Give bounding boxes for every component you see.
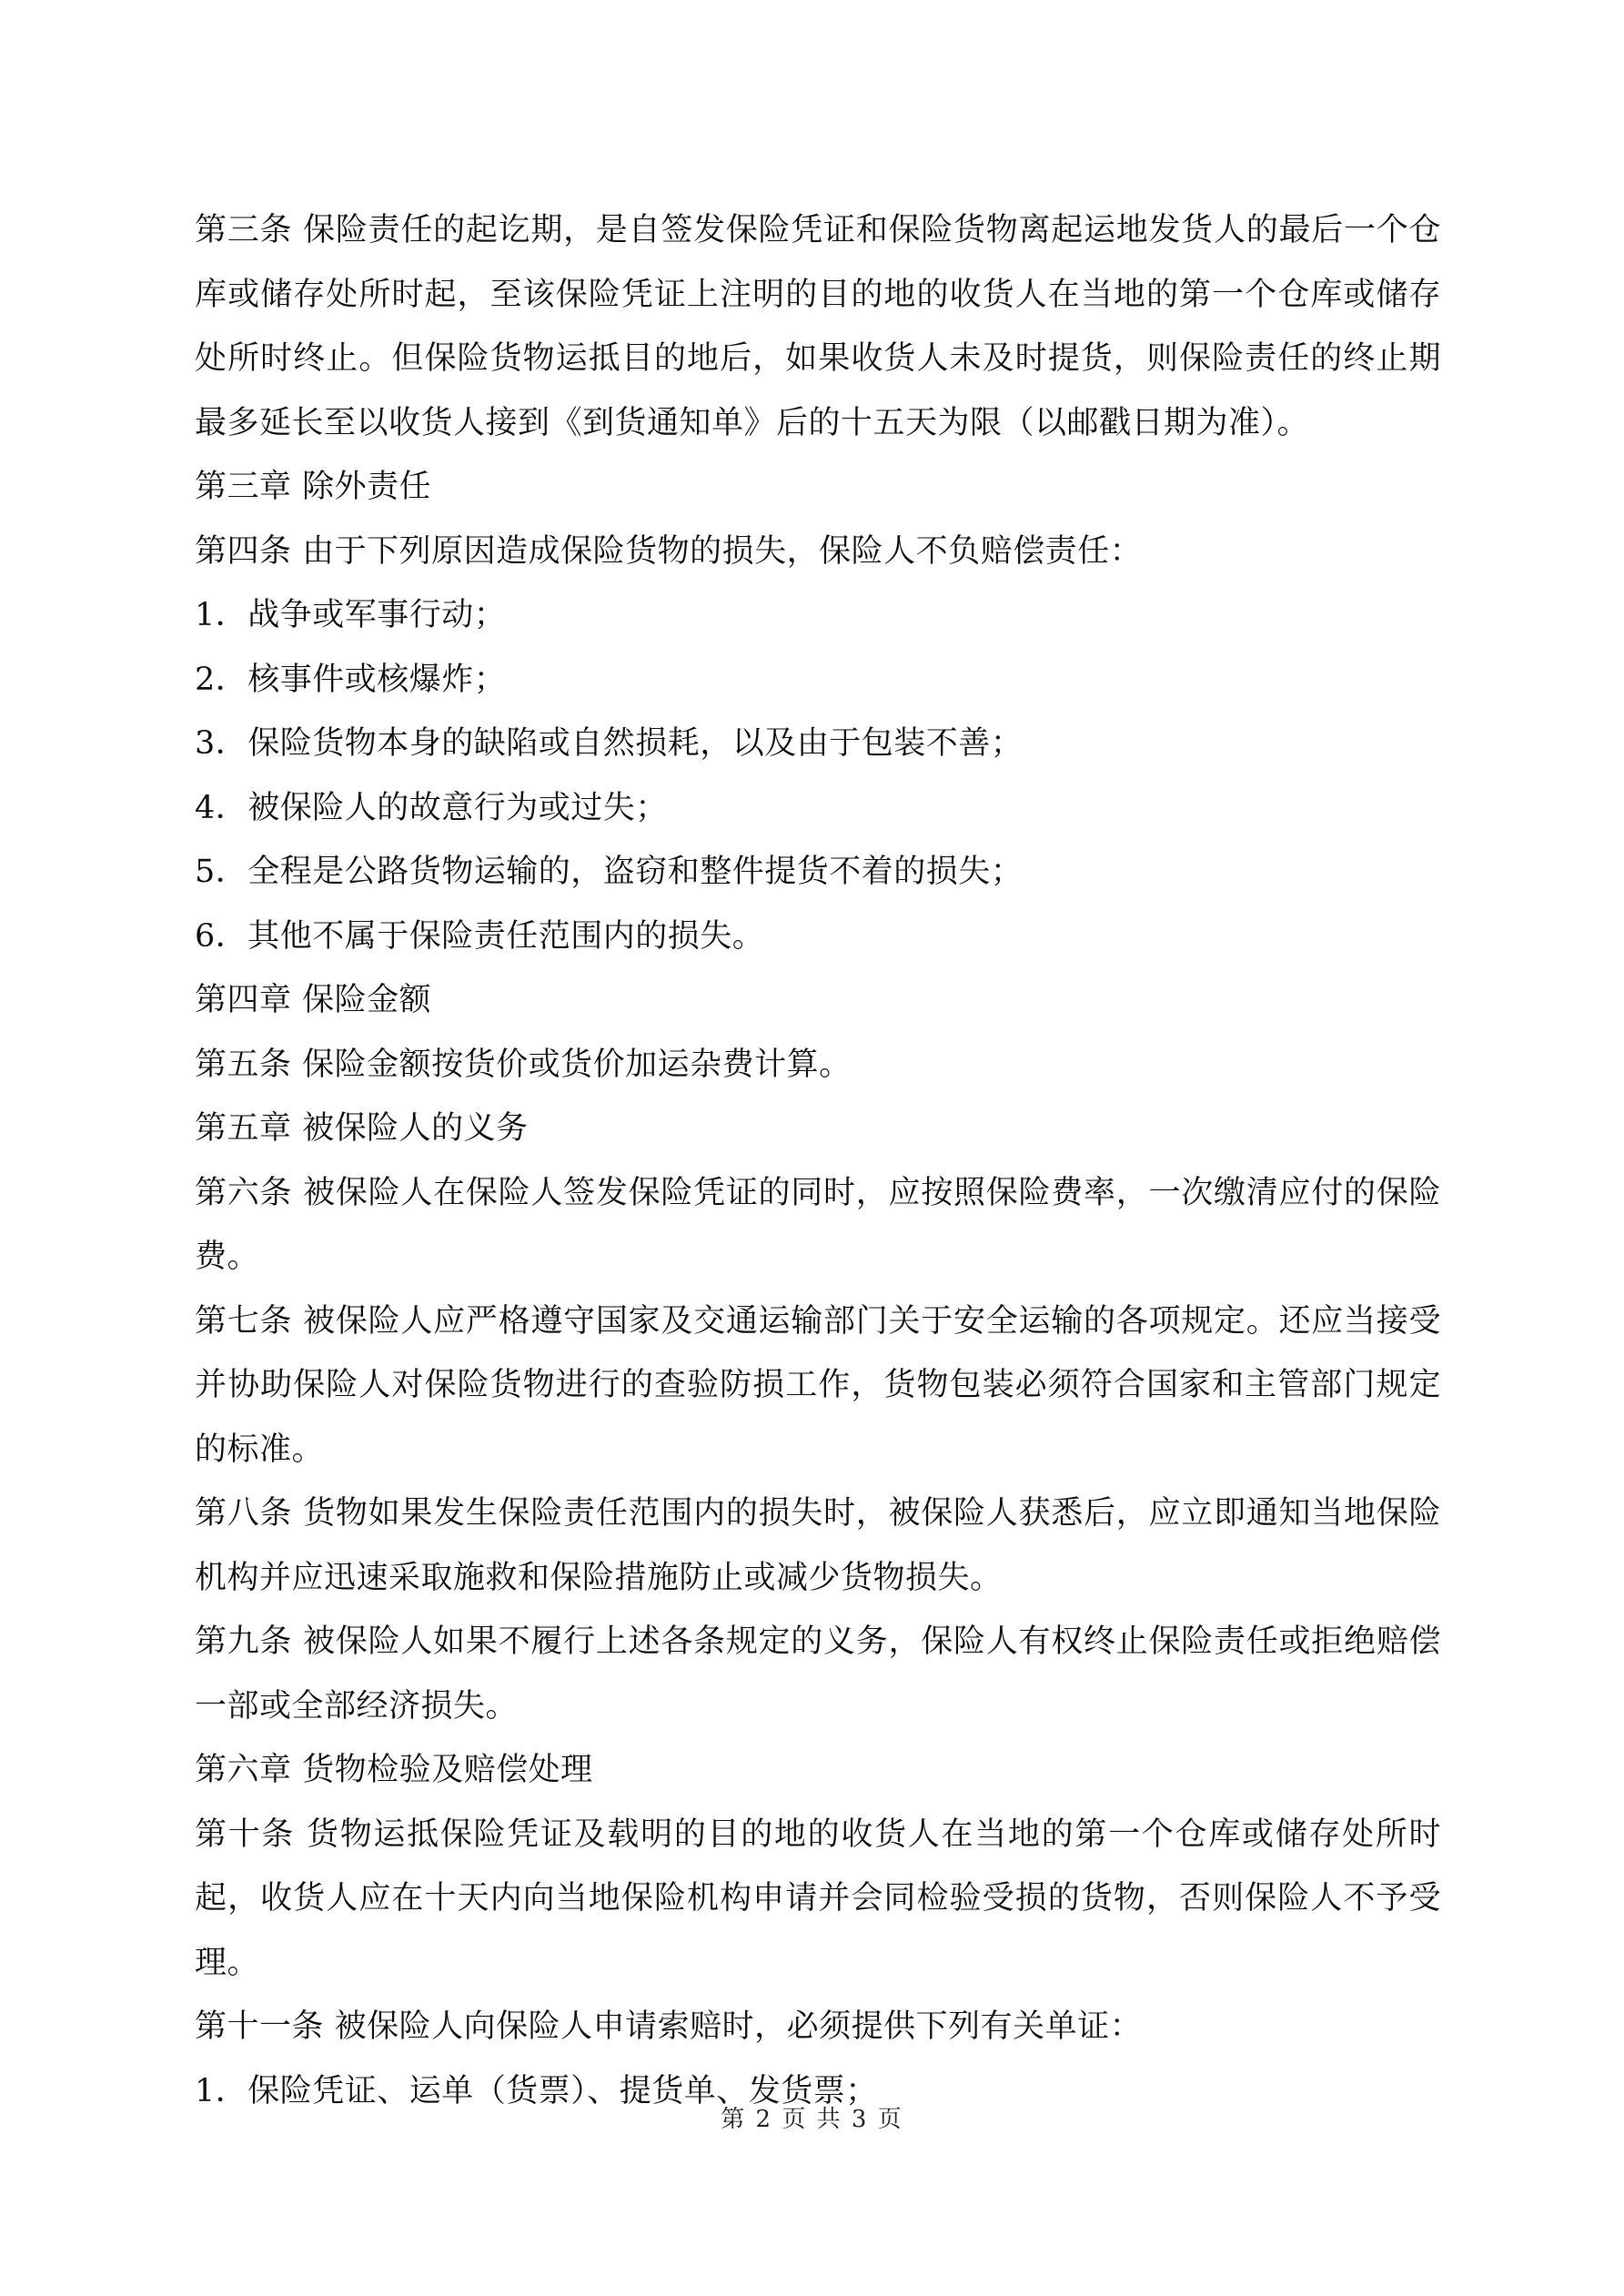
clause-7: 第七条 被保险人应严格遵守国家及交通运输部门关于安全运输的各项规定。还应当接受并协助保险人对保险货物进行的查验防损工作，货物包装必须符合国家和主管部门规定的标准。 xyxy=(195,1302,1441,1468)
clause-4-item-5: 5．全程是公路货物运输的，盗窃和整件提货不着的损失； xyxy=(195,854,1024,890)
clause-5: 第五条 保险金额按货价或货价加运杂费计算。 xyxy=(195,1046,852,1083)
clause-4-item-2: 2．核事件或核爆炸； xyxy=(195,661,507,698)
clause-11-item-1: 1．保险凭证、运单（货票）、提货单、发货票； xyxy=(195,2072,878,2109)
clause-4-item-6: 6．其他不属于保险责任范围内的损失。 xyxy=(195,917,765,955)
chapter-4-heading: 第四章 保险金额 xyxy=(195,982,432,1018)
clause-3: 第三条 保险责任的起讫期，是自签发保险凭证和保险货物离起运地发货人的最后一个仓库或储存处所时起，至该保险凭证上注明的目的地的收货人在当地的第一个仓库或储存处所时终止。但保险货物运抵目的地后，如果收货人未及时提货，则保险责任的终止期最多延长至以收货人接到《到货通知单》后的十五天为限（以邮戳日期为准）。 xyxy=(195,212,1441,441)
clause-6: 第六条 被保险人在保险人签发保险凭证的同时，应按照保险费率，一次缴清应付的保险费。 xyxy=(195,1174,1441,1275)
clause-11: 第十一条 被保险人向保险人申请索赔时，必须提供下列有关单证： xyxy=(195,2008,1143,2045)
document-body xyxy=(195,198,1441,2123)
clause-9: 第九条 被保险人如果不履行上述各条规定的义务，保险人有权终止保险责任或拒绝赔偿一部或全部经济损失。 xyxy=(195,1623,1441,1725)
chapter-3-heading: 第三章 除外责任 xyxy=(195,469,432,505)
chapter-6-heading: 第六章 货物检验及赔偿处理 xyxy=(195,1752,593,1788)
clause-4-item-3: 3．保险货物本身的缺陷或自然损耗，以及由于包装不善； xyxy=(195,725,1024,762)
clause-10: 第十条 货物运抵保险凭证及载明的目的地的收货人在当地的第一个仓库或储存处所时起，收货人应在十天内向当地保险机构申请并会同检验受损的货物，否则保险人不予受理。 xyxy=(195,1816,1441,1981)
chapter-5-heading: 第五章 被保险人的义务 xyxy=(195,1110,529,1147)
clause-8: 第八条 货物如果发生保险责任范围内的损失时，被保险人获悉后，应立即通知当地保险机构并应迅速采取施救和保险措施防止或减少货物损失。 xyxy=(195,1495,1441,1596)
clause-4: 第四条 由于下列原因造成保险货物的损失，保险人不负赔偿责任： xyxy=(195,532,1143,570)
clause-4-item-1: 1．战争或军事行动； xyxy=(195,597,507,633)
page-number-footer: 第 2 页 共 3 页 xyxy=(721,2106,903,2133)
clause-4-item-4: 4．被保险人的故意行为或过失； xyxy=(195,789,668,826)
